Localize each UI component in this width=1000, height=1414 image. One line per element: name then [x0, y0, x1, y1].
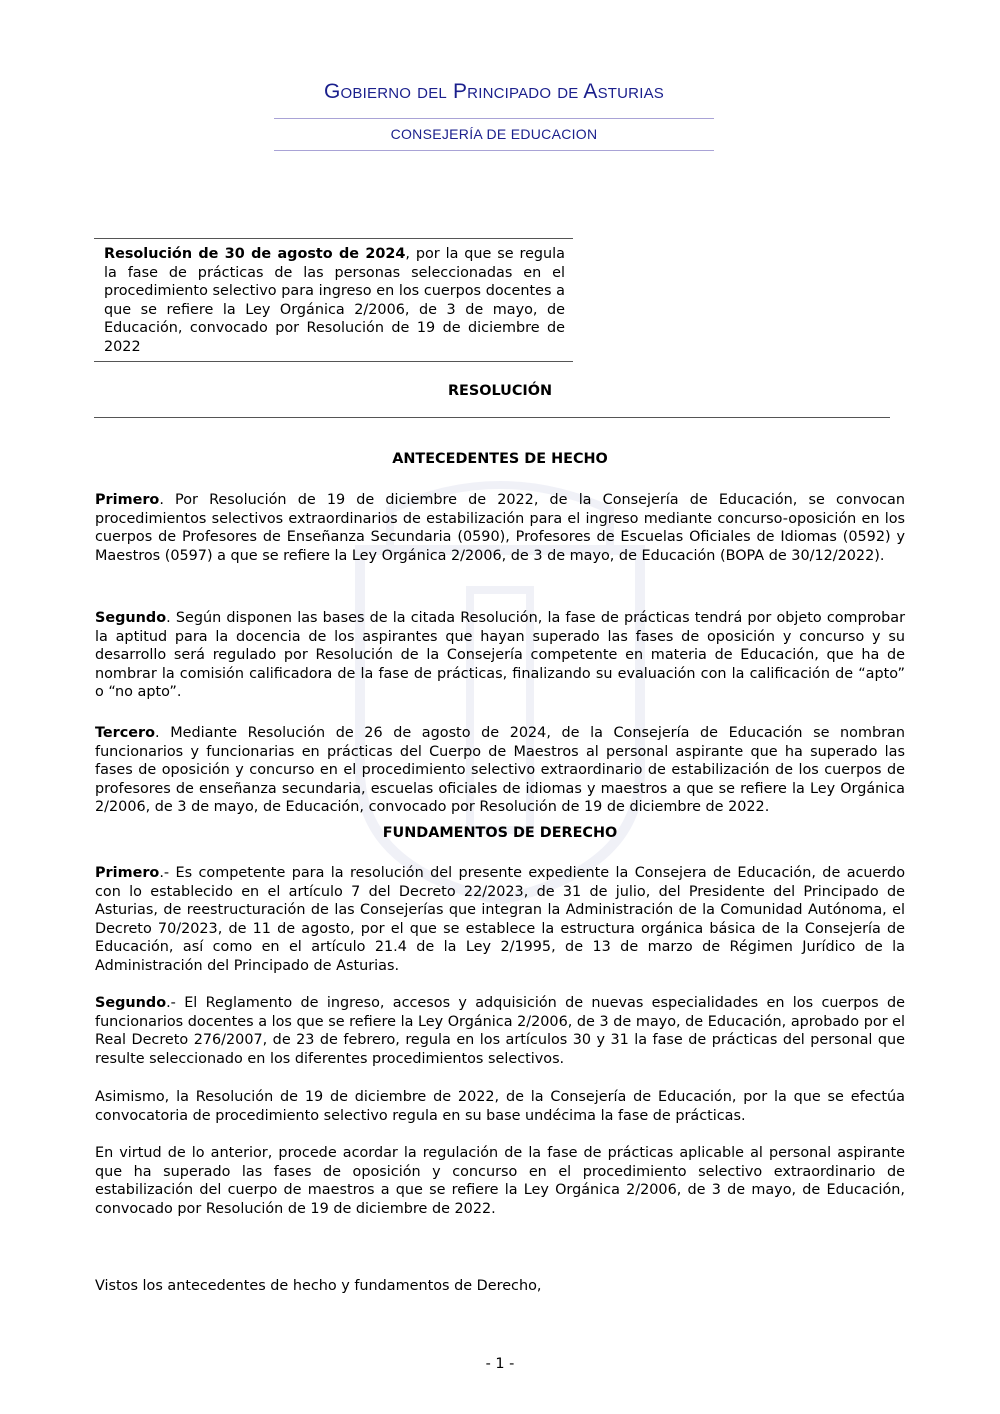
- antecedente-label: Tercero: [95, 725, 156, 741]
- fundamento-segundo: [95, 994, 905, 1068]
- fundamento-text: .- Es competente para la resolución del presente expediente la Consejera de Educación, de acuerdo con lo establecido en el artículo 7 del Decreto 22/2023, de 31 de julio, del Presidente del Principado de Asturias, de reestructuración de las Consejerías que integran la Administración de la Comunidad Autónoma, el Decreto 70/2023, de 11 de agosto, por el que se establece la estructura orgánica básica de la Consejería de Educación, así como en el artículo 21.4 de la Ley 2/1995, de 13 de marzo de Régimen Jurídico de la Administración del Principado de Asturias.: [95, 865, 905, 974]
- department-name: CONSEJERÍA DE EDUCACION: [390, 126, 598, 142]
- antecedente-primero: [95, 491, 905, 565]
- resolution-summary: [94, 238, 573, 362]
- antecedente-text: . Por Resolución de 19 de diciembre de 2022, de la Consejería de Educación, se convocan procedimientos selectivos extraordinarios de estabilización para el ingreso mediante concurso-oposición en los cuerpos de Profesores de Enseñanza Secundaria (0590), Profesores de Escuelas Oficiales de Idiomas (0592) y Maestros (0597) a que se refiere la Ley Orgánica 2/2006, de 3 de mayo, de Educación (BOPA de 30/12/2022).: [95, 492, 905, 564]
- fundamento-label: Segundo: [95, 995, 167, 1011]
- government-name: Gobierno del Principado de Asturias: [324, 80, 664, 103]
- antecedentes-heading: ANTECEDENTES DE HECHO: [392, 451, 608, 467]
- fundamentos-heading: FUNDAMENTOS DE DERECHO: [382, 825, 618, 841]
- summary-text: , por la que se regula la fase de prácticas de las personas seleccionadas en el procedimiento selectivo para ingreso en los cuerpos docentes a que se refiere la Ley Orgánica 2/2006, de 3 de mayo, de Educación, convocado por Resolución de 19 de diciembre de 2022: [104, 246, 565, 355]
- resolution-rule: [94, 417, 890, 418]
- resolution-heading: RESOLUCIÓN: [447, 383, 553, 399]
- page-number: - 1 -: [485, 1356, 515, 1372]
- vistos-paragraph: Vistos los antecedentes de hecho y fundamentos de Derecho,: [95, 1278, 542, 1294]
- antecedente-tercero: [95, 724, 905, 817]
- antecedente-text: . Mediante Resolución de 26 de agosto de 2024, de la Consejería de Educación se nombran funcionarios y funcionarias en prácticas del Cuerpo de Maestros al personal aspirante que ha superado las fases de oposición y concurso en el procedimiento selectivo extraordinario de estabilización de los cuerpos de profesores de enseñanza secundaria, escuelas oficiales de idiomas y maestros a que se refiere la Ley Orgánica 2/2006, de 3 de mayo, de Educación, convocado por Resolución de 19 de diciembre de 2022.: [95, 725, 905, 816]
- header-rule-top: [274, 118, 714, 119]
- antecedente-label: Segundo: [95, 610, 167, 626]
- letterhead: [274, 80, 714, 151]
- antecedente-text: . Según disponen las bases de la citada Resolución, la fase de prácticas tendrá por objeto comprobar la aptitud para la docencia de los aspirantes que hayan superado las fases de oposición y concurso y su desarrollo será regulado por Resolución de la Consejería competente en materia de Educación, que ha de nombrar la comisión calificadora de la fase de prácticas, finalizando su evaluación con la calificación de “apto” o “no apto”.: [95, 610, 905, 701]
- en-virtud-paragraph: En virtud de lo anterior, procede acordar la regulación de la fase de prácticas aplicable al personal aspirante que ha superado las fases de oposición y concurso en el procedimiento selectivo extraordinario de estabilización del cuerpo de maestros a que se refiere la Ley Orgánica 2/2006, de 3 de mayo, de Educación, convocado por Resolución de 19 de diciembre de 2022.: [95, 1145, 905, 1217]
- fundamento-label: Primero: [95, 865, 160, 881]
- header-rule-bottom: [274, 150, 714, 151]
- summary-title: Resolución de 30 de agosto de 2024: [104, 246, 406, 262]
- asimismo-paragraph: Asimismo, la Resolución de 19 de diciembre de 2022, de la Consejería de Educación, por la que se efectúa convocatoria de procedimiento selectivo regula en su base undécima la fase de prácticas.: [95, 1089, 905, 1124]
- antecedente-label: Primero: [95, 492, 160, 508]
- antecedente-segundo: [95, 609, 905, 702]
- fundamento-primero: [95, 864, 905, 976]
- fundamento-text: .- El Reglamento de ingreso, accesos y adquisición de nuevas especialidades en los cuerpos de funcionarios docentes a los que se refiere la Ley Orgánica 2/2006, de 3 de mayo, de Educación, aprobado por el Real Decreto 276/2007, de 23 de febrero, regula en los artículos 30 y 31 la fase de prácticas del personal que resulte seleccionado en los diferentes procedimientos selectivos.: [95, 995, 905, 1067]
